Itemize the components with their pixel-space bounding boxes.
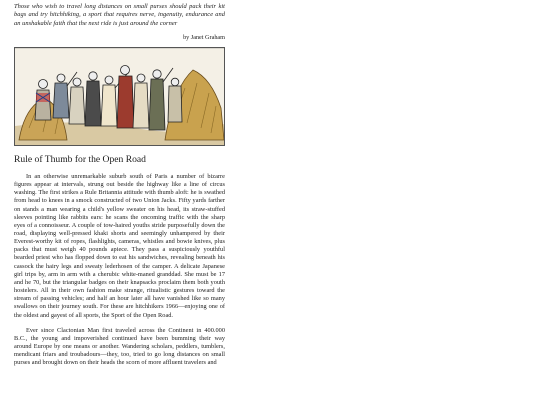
article-column bbox=[14, 0, 225, 367]
byline: by Janet Graham bbox=[183, 33, 225, 41]
body-paragraph: In an otherwise unremarkable suburb south of Paris a number of bizarre figures appear at intervals, strung out beside the highway like a line of circus washing. The first strikes a Rule Britannia attitude with thumb aloft: he is swathed from head to knees in a smock constructed of two Union Jacks. Fifty yards farther on stands a man wearing a child's yellow sweater on his head, its straw-stuffed sleeves pointing like rabbits ears: he scans the oncoming traffic with the sharp eyes of a connoisseur. A couple of tow-haired youths stride purposefully down the road, displaying well-pressed khaki shorts and seemingly unhampered by their Everest-worthy kit of ropes, flashlights, cameras, whistles and bowie knives, plus packs that must weigh 40 pounds apiece. They pass a suspiciously youthful bearded priest who has flopped down to eat his sandwiches, revealing beneath his cassock the hairy legs and sweaty lederhosen of the camper. A delicate Japanese girl trips by, arm in arm with a cherubic white-maned granddad. She must be 17 and he 70, but the triangular badges on their knapsacks proclaim them both youth hostelers. All in their own fashion make strange, ritualistic gestures toward the stream of passing vehicles; and half an hour later all have vanished like so many swallows on their journey south. For these are hitchhikers 1966—enjoying one of the oldest and gayest of all sports, the Sport of the Open Road. bbox=[14, 172, 225, 319]
body-paragraph: Ever since Clactonian Man first traveled across the Continent in 400.000 B.C., the young and impoverished continued have been bumming their way around Europe by one means or another. Wandering scholars, peddlers, tumblers, mendicant friars and troubadours—they, too, tried to go long distances on small purses and brought down on their heads the scorn of more affluent travelers and bbox=[14, 326, 225, 367]
article-deck: Those who wish to travel long distances on small purses should pack their kit bags and try hitchhiking, a sport that requires nerve, ingenuity, endurance and an unshakable faith that the next ride is just around the corner bbox=[14, 3, 225, 27]
hitchhikers-illustration bbox=[14, 47, 225, 146]
article-headline: Rule of Thumb for the Open Road bbox=[14, 153, 146, 165]
